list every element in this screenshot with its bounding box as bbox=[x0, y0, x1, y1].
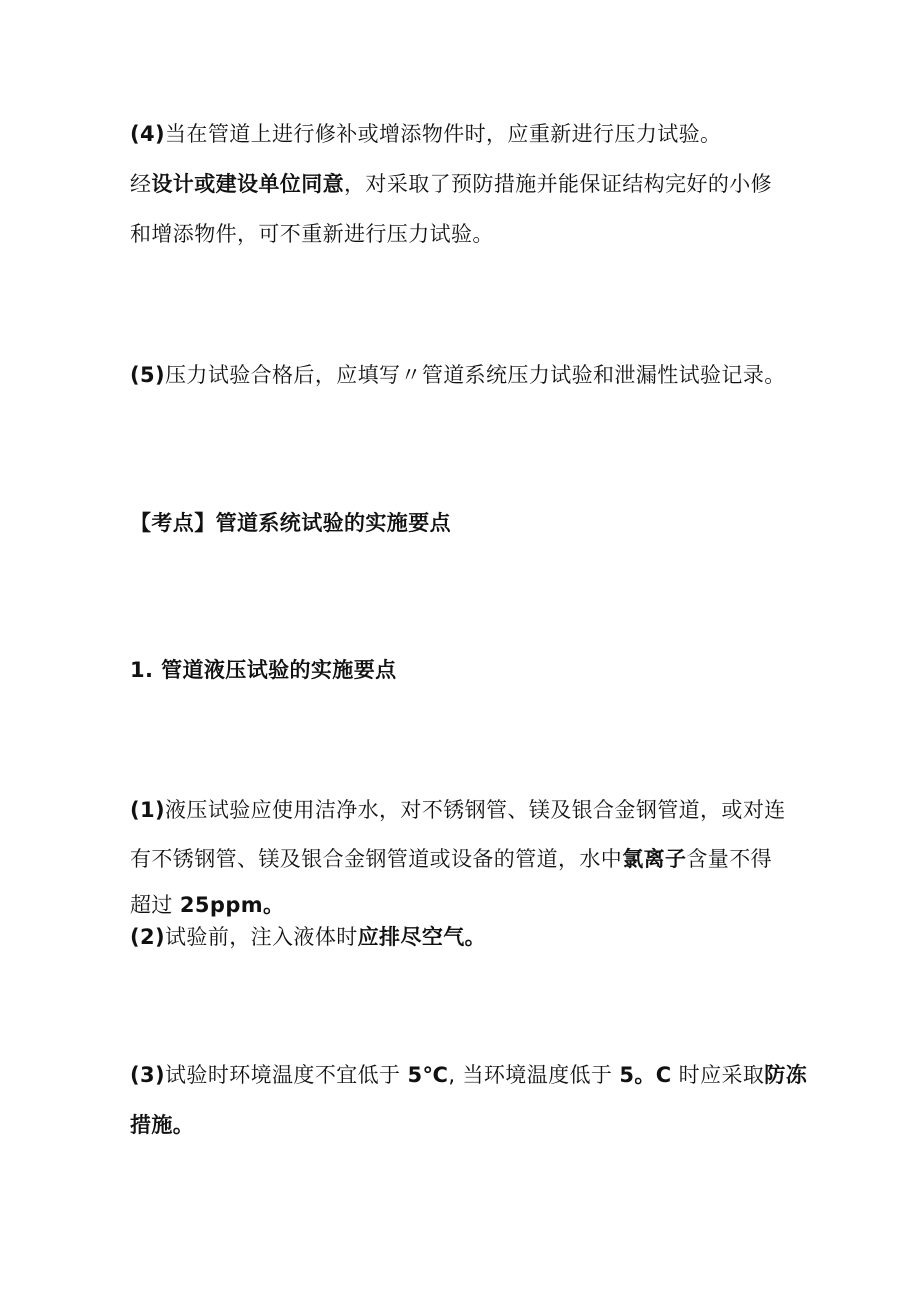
p4-line2-bold: 设计或建设单位同意 bbox=[151, 172, 345, 196]
section1-heading: 1. 管道液压试验的实施要点 bbox=[130, 658, 397, 682]
p5-number: (5) bbox=[130, 363, 166, 387]
item3-line1-a: 试验时环境温度不宜低于 bbox=[165, 1063, 408, 1087]
p4-number: (4) bbox=[130, 122, 166, 146]
item3-line1-c: , 当环境温度低于 bbox=[448, 1063, 620, 1087]
item3-number: (3) bbox=[130, 1063, 166, 1087]
item1-line1-text: 液压试验应使用洁净水，对不锈钢管、镁及银合金钢管道，或对连 bbox=[165, 798, 786, 822]
item1-line3-bold: 25ppm。 bbox=[179, 893, 285, 917]
p4-line3 bbox=[130, 220, 494, 248]
item1-line3-a: 超过 bbox=[130, 893, 180, 917]
item1-line2-c: 含量不得 bbox=[686, 847, 773, 871]
item2-number: (2) bbox=[130, 925, 166, 949]
item2-text-a: 试验前，注入液体时 bbox=[165, 925, 358, 949]
item3-line2: 措施。 bbox=[130, 1113, 195, 1137]
item1-line1 bbox=[130, 796, 786, 824]
item1-line2-bold: 氯离子 bbox=[622, 847, 687, 871]
p4-line3-text: 和增添物件，可不重新进行压力试验。 bbox=[130, 222, 494, 246]
p4-line2-a: 经 bbox=[130, 172, 152, 196]
p4-line2-c: ，对采取了预防措施并能保证结构完好的小修 bbox=[344, 172, 773, 196]
p5-text: 压力试验合格后，应填写〃管道系统压力试验和泄漏性试验记录。 bbox=[165, 363, 786, 387]
item1-line3 bbox=[130, 891, 284, 919]
p4-text: 当在管道上进行修补或增添物件时，应重新进行压力试验。 bbox=[165, 122, 722, 146]
item1-line2 bbox=[130, 845, 772, 873]
item3-line1-bold: 防冻 bbox=[764, 1063, 808, 1087]
item1-line2-a: 有不锈钢管、镁及银合金钢管道或设备的管道，水中 bbox=[130, 847, 623, 871]
kaodian-heading: 【考点】管道系统试验的实施要点 bbox=[130, 511, 451, 535]
p4-line2 bbox=[130, 170, 772, 198]
item3-temp1: 5℃ bbox=[407, 1063, 449, 1087]
item1-number: (1) bbox=[130, 798, 166, 822]
item3-temp2: 5。C bbox=[619, 1063, 672, 1087]
p4-line1 bbox=[130, 120, 721, 148]
item2-line bbox=[130, 923, 486, 951]
item2-text-bold: 应排尽空气。 bbox=[357, 925, 487, 949]
p5-line bbox=[130, 361, 786, 389]
item3-line1 bbox=[130, 1061, 807, 1089]
item3-line1-e: 时应采取 bbox=[671, 1063, 765, 1087]
